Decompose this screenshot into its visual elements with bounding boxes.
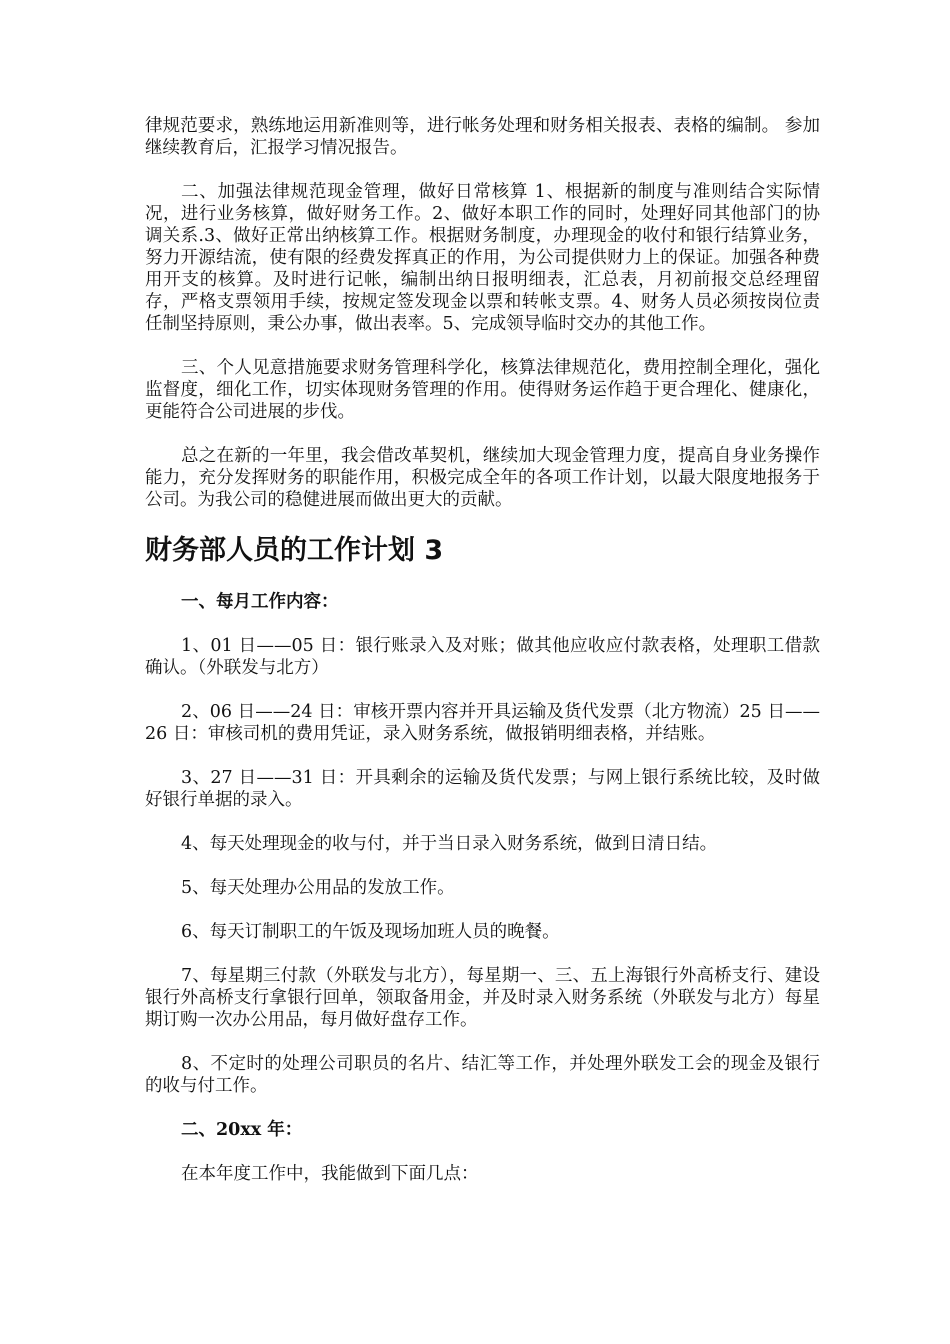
list-item: 5、每天处理办公用品的发放工作。 xyxy=(181,878,455,898)
paragraph-conclusion: 总之在新的一年里，我会借改革契机，继续加大现金管理力度，提高自身业务操作能力，充分发挥财务的职能作用，积极完成全年的各项工作计划，以最大限度地报务于公司。为我公司的稳健进展而做出更大的贡献。 xyxy=(145,446,820,510)
list-item: 1、01 日——05 日：银行账录入及对账；做其他应收应付款表格，处理职工借款确认。（外联发与北方） xyxy=(145,636,820,678)
section-year-title: 二、20xx 年： xyxy=(181,1120,303,1140)
list-item: 2、06 日——24 日：审核开票内容并开具运输及货代发票（北方物流）25 日——26 日：审核司机的费用凭证，录入财务系统，做报销明细表格，并结账。 xyxy=(145,702,820,744)
paragraph-continuation: 律规范要求，熟练地运用新准则等，进行帐务处理和财务相关报表、表格的编制。 参加继续教育后，汇报学习情况报告。 xyxy=(145,116,820,158)
document-heading: 财务部人员的工作计划 3 xyxy=(145,535,444,566)
list-item: 4、每天处理现金的收与付，并于当日录入财务系统，做到日清日结。 xyxy=(181,834,718,854)
list-item: 6、每天订制职工的午饭及现场加班人员的晚餐。 xyxy=(181,922,560,942)
list-item: 7、每星期三付款（外联发与北方），每星期一、三、五上海银行外高桥支行、建设银行外高桥支行拿银行回单，领取备用金，并及时录入财务系统（外联发与北方）每星期订购一次办公用品，每月做好盘存工作。 xyxy=(145,966,820,1030)
paragraph-section-three: 三、个人见意措施要求财务管理科学化，核算法律规范化，费用控制全理化，强化监督度，细化工作，切实体现财务管理的作用。使得财务运作趋于更合理化、健康化，更能符合公司进展的步伐。 xyxy=(145,358,820,422)
list-item: 3、27 日——31 日：开具剩余的运输及货代发票；与网上银行系统比较，及时做好银行单据的录入。 xyxy=(145,768,820,810)
section-monthly-title: 一、每月工作内容： xyxy=(181,592,339,612)
paragraph-section-two: 二、加强法律规范现金管理，做好日常核算 1、根据新的制度与准则结合实际情况，进行业务核算，做好财务工作。2、做好本职工作的同时，处理好同其他部门的协调关系.3、做好正常出纳核算工作。根据财务制度，办理现金的收付和银行结算业务，努力开源结流，使有限的经费发挥真正的作用，为公司提供财力上的保证。加强各种费用开支的核算。及时进行记帐，编制出纳日报明细表，汇总表，月初前报交总经理留存，严格支票领用手续，按规定签发现金以票和转帐支票。4、财务人员必须按岗位责任制坚持原则，秉公办事，做出表率。5、完成领导临时交办的其他工作。 xyxy=(145,182,820,334)
list-item: 8、不定时的处理公司职员的名片、结汇等工作，并处理外联发工会的现金及银行的收与付工作。 xyxy=(145,1054,820,1096)
section-year-intro: 在本年度工作中，我能做到下面几点： xyxy=(181,1164,479,1184)
